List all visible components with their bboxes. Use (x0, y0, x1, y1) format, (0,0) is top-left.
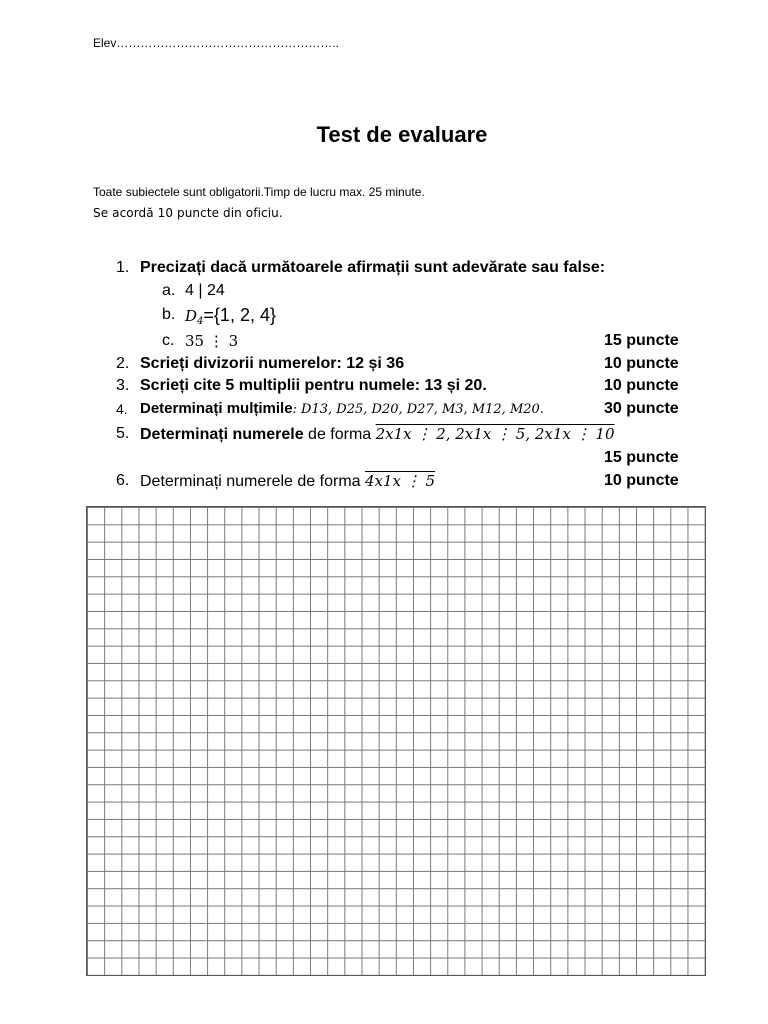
student-name-line: Elev……………………………………………….. (93, 36, 340, 50)
question-text: Determinați numerele (140, 426, 304, 443)
points-label: 15 puncte (604, 332, 679, 349)
question-text-group (140, 424, 615, 445)
instructions-line-1: Toate subiectele sunt obligatorii.Timp de lucru max. 25 minute. (93, 185, 425, 199)
question-number: 4. (116, 401, 128, 417)
question-number: 3. (116, 377, 130, 394)
points-label: 15 puncte (604, 449, 679, 466)
set-subscript: 4 (197, 316, 204, 327)
points-label: 10 puncte (604, 472, 679, 489)
sets-list: : D13, D25, D20, D27, M3, M12, M20. (292, 402, 544, 417)
math-expression: 4x1x ⋮ 5 (364, 472, 436, 490)
question-text: Scrieți cite 5 multiplii pentru numele: 13 și 20. (140, 377, 487, 394)
question-text: Precizați dacă următoarele afirmații sunt adevărate sau false: (140, 259, 606, 276)
set-symbol: D (185, 307, 198, 325)
question-text: Scrieți divizorii numerelor: 12 și 36 (140, 355, 405, 372)
instructions-line-2: Se acordă 10 puncte din oficiu. (93, 206, 283, 220)
subitem-expression: 35 ⋮ 3 (185, 332, 239, 350)
question-text-group (140, 471, 435, 492)
question-number: 1. (116, 259, 130, 276)
subitem-letter: a. (162, 282, 176, 299)
question-text-group (140, 399, 544, 420)
subitem-expression (185, 305, 276, 332)
question-text-continued: de forma (303, 426, 376, 443)
page-title: Test de evaluare (316, 122, 488, 147)
question-text: Determinați mulțimile (140, 400, 293, 417)
question-number: 6. (116, 472, 130, 489)
points-label: 10 puncte (604, 355, 679, 372)
question-number: 5. (116, 425, 130, 442)
question-text: Determinați numerele de forma (140, 473, 365, 490)
math-expression: 2x1x ⋮ 2, 2x1x ⋮ 5, 2x1x ⋮ 10 (375, 425, 615, 443)
subitem-letter: c. (162, 332, 175, 349)
subitem-letter: b. (162, 306, 176, 323)
set-elements: ={1, 2, 4} (203, 305, 276, 325)
answer-grid (86, 506, 706, 976)
question-number: 2. (116, 355, 130, 372)
points-label: 30 puncte (604, 400, 679, 417)
points-label: 10 puncte (604, 377, 679, 394)
subitem-text: 4 | 24 (185, 282, 225, 299)
